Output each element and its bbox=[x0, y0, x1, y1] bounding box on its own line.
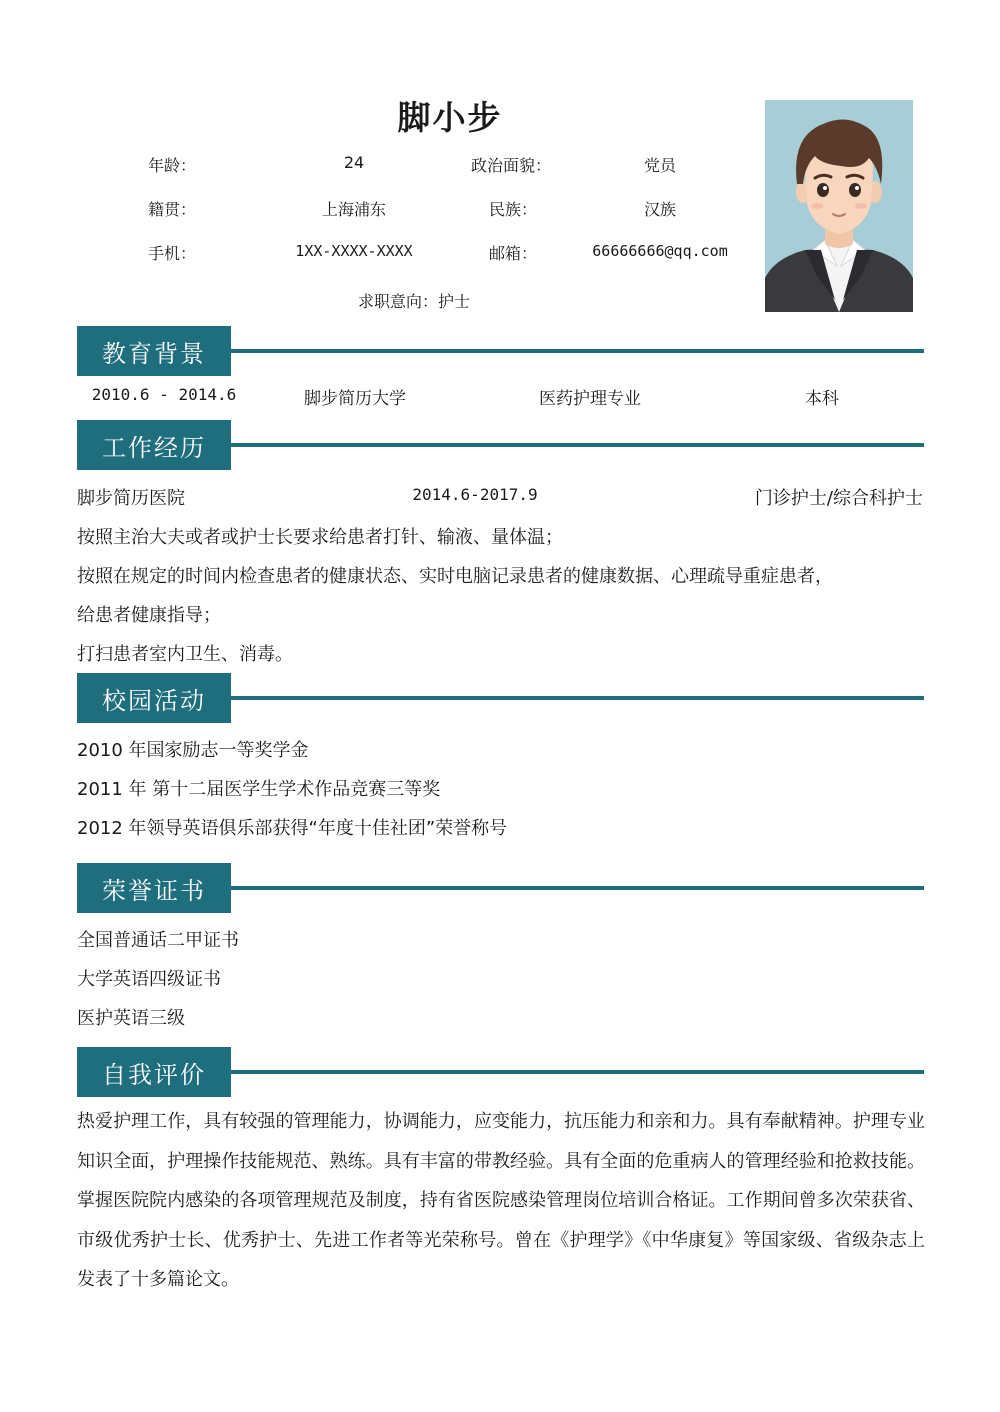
phone-label: 手机： bbox=[148, 244, 197, 263]
work-duty: 给患者健康指导； bbox=[77, 605, 221, 626]
resume-name: 脚小步 bbox=[397, 98, 503, 137]
age-label: 年龄： bbox=[148, 156, 197, 175]
profile-photo bbox=[765, 100, 913, 312]
phone-value: 1XX-XXXX-XXXX bbox=[295, 242, 413, 260]
hometown-label: 籍贯： bbox=[148, 200, 197, 219]
section-divider bbox=[231, 886, 924, 890]
work-position: 门诊护士/综合科护士 bbox=[754, 488, 923, 509]
honor-item: 大学英语四级证书 bbox=[77, 969, 221, 990]
section-divider bbox=[231, 349, 924, 353]
education-school: 脚步简历大学 bbox=[304, 389, 406, 409]
education-period: 2010.6 - 2014.6 bbox=[91, 385, 237, 404]
section-divider bbox=[231, 1070, 924, 1074]
work-period: 2014.6-2017.9 bbox=[412, 485, 538, 504]
section-title-education: 教育背景 bbox=[77, 326, 231, 376]
email-value: 66666666@qq.com bbox=[592, 242, 728, 260]
section-title-work: 工作经历 bbox=[77, 420, 231, 470]
job-objective: 求职意向：护士 bbox=[358, 292, 471, 311]
campus-item: 2012 年领导英语俱乐部获得“年度十佳社团”荣誉称号 bbox=[77, 818, 508, 839]
campus-item: 2011 年 第十二届医学生学术作品竞赛三等奖 bbox=[77, 779, 441, 800]
education-degree: 本科 bbox=[805, 389, 839, 409]
section-header-self-eval bbox=[77, 1047, 924, 1097]
political-value: 党员 bbox=[643, 156, 677, 175]
section-header-honors bbox=[77, 863, 924, 913]
avatar-illustration bbox=[765, 100, 913, 312]
campus-item: 2010 年国家励志一等奖学金 bbox=[77, 740, 309, 761]
education-major: 医药护理专业 bbox=[539, 389, 641, 409]
section-title-honors: 荣誉证书 bbox=[77, 863, 231, 913]
work-duty: 按照主治大夫或者或护士长要求给患者打针、输液、量体温； bbox=[77, 527, 563, 548]
ethnicity-label: 民族： bbox=[489, 200, 538, 219]
section-divider bbox=[231, 443, 924, 447]
work-company: 脚步简历医院 bbox=[77, 488, 185, 509]
section-divider bbox=[231, 696, 924, 700]
work-duty: 按照在规定的时间内检查患者的健康状态、实时电脑记录患者的健康数据、心理疏导重症患者， bbox=[77, 566, 833, 587]
section-title-campus: 校园活动 bbox=[77, 673, 231, 723]
hometown-value: 上海浦东 bbox=[321, 200, 387, 219]
section-header-work bbox=[77, 420, 924, 470]
age-value: 24 bbox=[343, 153, 365, 172]
section-title-self-eval: 自我评价 bbox=[77, 1047, 231, 1097]
self-evaluation-text: 热爱护理工作，具有较强的管理能力，协调能力，应变能力，抗压能力和亲和力。具有奉献精神。护理专业知识全面，护理操作技能规范、熟练。具有丰富的带教经验。具有全面的危重病人的管理经验和抢救技能。掌握医院院内感染的各项管理规范及制度，持有省医院感染管理岗位培训合格证。工作期间曾多次荣获省、市级优秀护士长、优秀护士、先进工作者等光荣称号。曾在《护理学》《中华康复》等国家级、省级杂志上发表了十多篇论文。 bbox=[77, 1111, 925, 1290]
section-header-education bbox=[77, 326, 924, 376]
email-label: 邮箱： bbox=[489, 244, 538, 263]
honor-item: 全国普通话二甲证书 bbox=[77, 930, 239, 951]
work-duty: 打扫患者室内卫生、消毒。 bbox=[77, 644, 293, 665]
honor-item: 医护英语三级 bbox=[77, 1008, 185, 1029]
section-header-campus bbox=[77, 673, 924, 723]
ethnicity-value: 汉族 bbox=[643, 200, 677, 219]
political-label: 政治面貌： bbox=[471, 156, 552, 175]
